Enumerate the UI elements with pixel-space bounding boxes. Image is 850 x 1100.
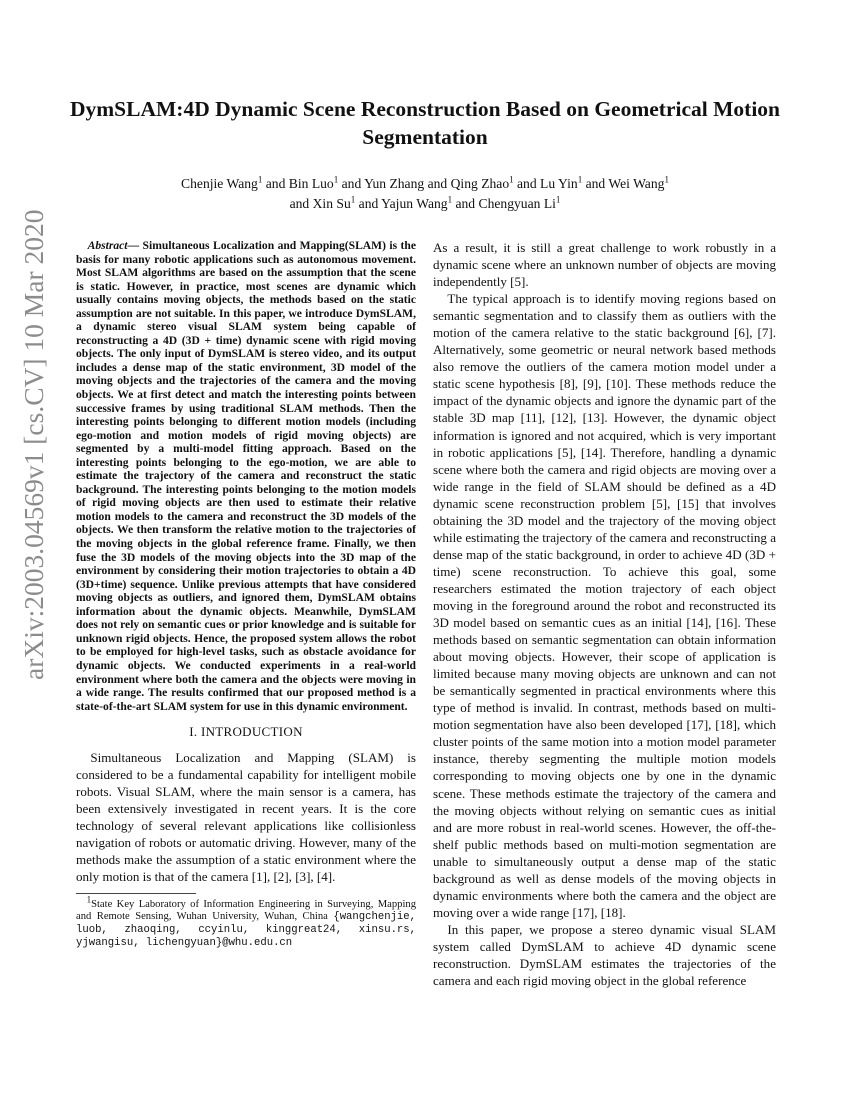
affiliation-footnote: $^1$State Key Laboratory of Information Engineering in Surveying, Mapping and Remote Sensing, Wuhan University, Wuhan, China {wangchenjie, luob, zhaoqing, ccyinlu, kinggreat24, xinsu.rs, yjwangisu, lichengyuan}@whu.edu.cn [76,893,416,949]
right-column [433,239,776,989]
intro-paragraph-2: As a result, it is still a great challenge to work robustly in a dynamic scene where an unknown number of objects are moving independently [5]. [433,240,776,290]
author-emails: {wangchenjie, luob, zhaoqing, ccyinlu, kinggreat24, xinsu.rs, yjwangisu, lichengyuan}@whu.edu.cn [76,911,416,949]
abstract-label: Abstract [87,239,128,252]
arxiv-identifier-stamp: arXiv:2003.04569v1 [cs.CV] 10 Mar 2020 [18,209,49,680]
author-list [70,174,780,214]
author-line-2: and Xin Su$^1$ and Yajun Wang$^1$ and Chengyuan Li$^1$ [289,194,561,211]
section-heading-introduction: I. INTRODUCTION [189,724,303,740]
intro-paragraph-4: In this paper, we propose a stereo dynamic visual SLAM system called DymSLAM to achieve 4D dynamic scene reconstruction. DymSLAM estimates the trajectories of the camera and each rigid moving object in the global reference [433,921,776,989]
author-line-1: Chenjie Wang$^1$ and Bin Luo$^1$ and Yun Zhang and Qing Zhao$^1$ and Lu Yin$^1$ and Wei Wang$^1$ [181,174,669,191]
abstract [76,239,416,713]
intro-paragraph-1: Simultaneous Localization and Mapping (SLAM) is considered to be a fundamental capability for intelligent mobile robots. Visual SLAM, where the main sensor is a camera, has been extensively investigated in recent years. It is the core technology of several relevant applications like collisionless navigation of robots or automatic driving. However, many of the methods make the assumption of a static environment where the only motion is that of the camera [1], [2], [3], [4]. [76,750,416,885]
intro-paragraph-3: The typical approach is to identify moving regions based on semantic segmentation and to classify them as outliers with the motion of the camera relative to the static background [6], [7]. Alternatively, some geometric or neural network based methods also remove the outliers of the camera motion model under a static scene hypothesis [8], [9], [10]. These methods reduce the impact of the dynamic objects and ignore the dynamic part of the stable 3D map [11], [12], [13]. However, the dynamic object information is ignored and not acquired, which is very important in robotic applications [5], [14]. Therefore, handling a dynamic scene where both the camera and rigid objects are moving over a wide range in the field of SLAM should be defined as a 4D dynamic scene reconstruction problem [5], [15] that involves obtaining the 3D model and the trajectory of the moving object while estimating the trajectory of the camera and reconstructing a dense map of the static background, in order to achieve 4D (3D + time) scene reconstruction. To achieve this goal, some researchers estimated the motion trajectory of each object moving in the foreground around the robot and reconstructed its 3D model based on semantic cues as an initial [14], [16]. These methods based on semantic segmentation can obtain information about moving objects. However, their scope of application is limited because many moving objects are unknown and can not be semantically segmented in practical environments where this type of method is invalid. In contrast, methods based on multi-motion segmentation have also been developed [17], [18], which cluster points of the same motion into a motion model parameter instance, thereby segmenting the multiple motion models corresponding to moving objects one by one in the dynamic scene. These methods estimate the trajectory of the camera and the moving objects without relying on semantic cues as initial and are more robust in real-world scenes. However, the off-the-shelf public methods based on multi-motion segmentation are unable to simultaneously output a dense map of the static background as well as dense models of the moving objects in dynamic environments where both the camera and the object are moving over a wide range [17], [18]. [433,291,776,920]
footnote-divider [76,893,196,894]
left-column [76,239,416,949]
abstract-text: — Simultaneous Localization and Mapping(SLAM) is the basis for many robotic applications such as autonomous movement. Most SLAM algorithms are based on the assumption that the scene is static. However, in practice, most scenes are dynamic which usually contains moving objects, the methods based on the static assumption are not suitable. In this paper, we introduce DymSLAM, a dynamic stereo visual SLAM system being capable of reconstructing a 4D (3D + time) dynamic scene with rigid moving objects. The only input of DymSLAM is stereo video, and its output includes a dense map of the static environment, 3D model of the moving objects and the trajectories of the camera and the moving objects. We at first detect and match the interesting points between successive frames by using traditional SLAM methods. Then the interesting points belonging to different motion models (including ego-motion and motion models of rigid moving objects) are segmented by a multi-model fitting approach. Based on the interesting points belonging to the ego-motion, we are able to estimate the trajectory of the camera and reconstruct the static background. The interesting points belonging to the motion models of rigid moving objects are then used to estimate their relative motion models to the camera and reconstruct the 3D models of the objects. We then transform the relative motion to the trajectories of the moving objects in the global reference frame. Finally, we then fuse the 3D models of the moving objects into the 3D map of the environment by considering their motion trajectories to obtain a 4D (3D+time) sequence. Unlike previous attempts that have considered moving objects as outliers, and ignored them, DymSLAM obtains information about the dynamic objects. Meanwhile, DymSLAM does not rely on semantic cues or prior knowledge and is suitable for unknown rigid objects. Hence, the proposed system allows the robot to be employed for high-level tasks, such as obstacle avoidance for dynamic objects. We conducted experiments in a real-world environment where both the camera and the objects were moving in a wide range. The results confirmed that our proposed method is a state-of-the-art SLAM system for use in this dynamic environment. [76,239,416,713]
paper-title: DymSLAM:4D Dynamic Scene Reconstruction Based on Geometrical Motion Segmentation [70,97,781,149]
